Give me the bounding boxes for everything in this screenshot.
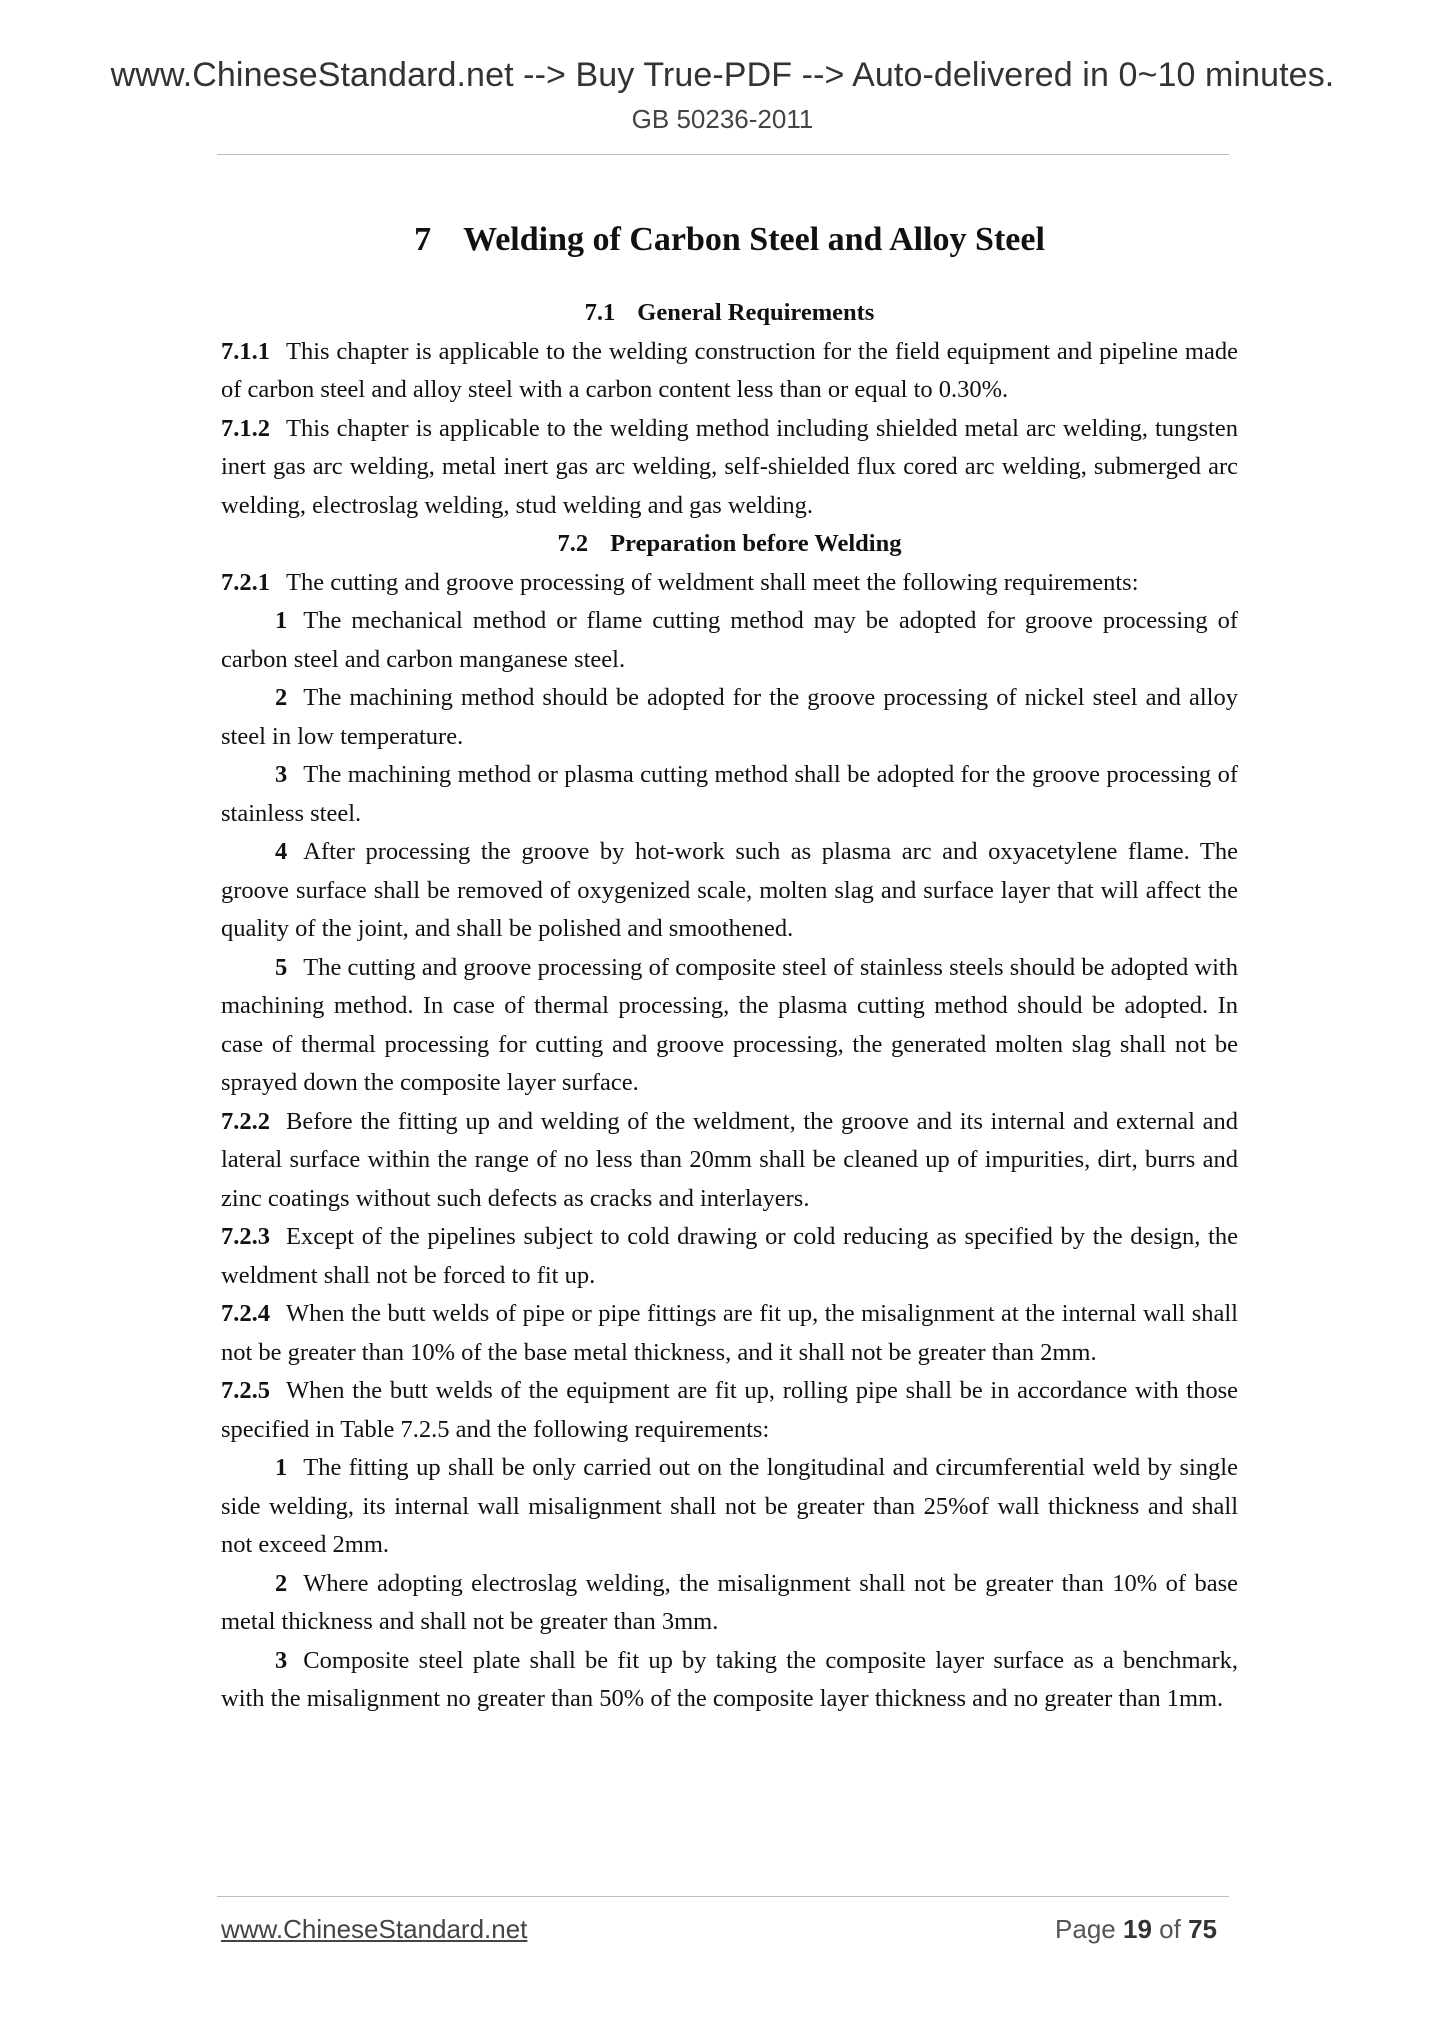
header-divider (217, 154, 1229, 155)
footer-divider (217, 1896, 1229, 1897)
item-text: The fitting up shall be only carried out on the longitudinal and circumferential weld by single side welding, its internal wall misalignment shall not be greater than 25%of wall thickness and shall not exceed 2mm. (221, 1454, 1238, 1558)
list-item (221, 1565, 1238, 1642)
item-number: 1 (275, 1454, 288, 1481)
section-heading-7-2 (221, 525, 1238, 564)
header-standard-number: GB 50236-2011 (631, 104, 814, 134)
item-text: The mechanical method or flame cutting method may be adopted for groove processing of carbon steel and carbon manganese steel. (221, 607, 1238, 673)
clause-7-2-5 (221, 1372, 1238, 1449)
clause-7-1-1 (221, 333, 1238, 410)
page-total: 75 (1188, 1914, 1217, 1944)
section-number: 7.1 (584, 299, 616, 326)
page-body (221, 216, 1238, 1719)
list-item (221, 679, 1238, 756)
item-text: The cutting and groove processing of composite steel of stainless steels should be adopted with machining method. In case of thermal processing, the plasma cutting method should be adopted. In case of thermal processing for cutting and groove processing, the generated molten slag shall not be sprayed down the composite layer surface. (221, 953, 1238, 1096)
item-text: Composite steel plate shall be fit up by taking the composite layer surface as a benchmark, with the misalignment no greater than 50% of the composite layer thickness and no greater than 1mm. (221, 1646, 1238, 1712)
clause-7-2-3 (221, 1218, 1238, 1295)
clause-7-1-2 (221, 410, 1238, 526)
item-number: 5 (275, 953, 288, 981)
footer-site-link[interactable]: www.ChineseStandard.net (221, 1914, 528, 1944)
chapter-number: 7 (414, 221, 432, 258)
clause-number: 7.2.2 (221, 1107, 270, 1135)
clause-text: When the butt welds of the equipment are fit up, rolling pipe shall be in accordance with those specified in Table 7.2.5 and the following requirements: (221, 1377, 1238, 1443)
item-text: Where adopting electroslag welding, the misalignment shall not be greater than 10% of base metal thickness and shall not be greater than 3mm. (221, 1569, 1238, 1635)
item-text: After processing the groove by hot-work such as plasma arc and oxyacetylene flame. The groove surface shall be removed of oxygenized scale, molten slag and surface layer that will affect the quality of the joint, and shall be polished and smoothened. (221, 838, 1238, 942)
page-of: of (1159, 1914, 1181, 1944)
clause-number: 7.2.3 (221, 1223, 270, 1250)
clause-7-2-2 (221, 1103, 1238, 1219)
item-number: 1 (275, 607, 288, 634)
section-title: Preparation before Welding (610, 530, 902, 557)
header-banner[interactable]: www.ChineseStandard.net --> Buy True-PDF --> Auto-delivered in 0~10 minutes. (110, 56, 1335, 94)
clause-number: 7.2.4 (221, 1300, 270, 1327)
page-indicator (1055, 1914, 1217, 1945)
clause-7-2-4 (221, 1295, 1238, 1372)
section-number: 7.2 (557, 530, 589, 557)
item-number: 3 (275, 761, 288, 788)
list-item (221, 756, 1238, 833)
section-heading-7-1 (221, 294, 1238, 333)
list-item (221, 602, 1238, 679)
item-number: 3 (275, 1646, 288, 1674)
clause-number: 7.1.1 (221, 337, 270, 365)
list-item (221, 1642, 1238, 1719)
clause-number: 7.1.2 (221, 414, 270, 442)
item-number: 2 (275, 1569, 288, 1597)
list-item (221, 949, 1238, 1103)
list-item (221, 1449, 1238, 1565)
clause-text: This chapter is applicable to the welding construction for the field equipment and pipeline made of carbon steel and alloy steel with a carbon content less than or equal to 0.30%. (221, 337, 1238, 403)
item-number: 2 (275, 684, 288, 711)
clause-text: Except of the pipelines subject to cold drawing or cold reducing as specified by the design, the weldment shall not be forced to fit up. (221, 1223, 1238, 1289)
clause-number: 7.2.5 (221, 1377, 270, 1404)
clause-text: The cutting and groove processing of weldment shall meet the following requirements: (286, 568, 1139, 596)
clause-number: 7.2.1 (221, 568, 270, 596)
clause-text: When the butt welds of pipe or pipe fittings are fit up, the misalignment at the internal wall shall not be greater than 10% of the base metal thickness, and it shall not be greater than 2mm. (221, 1300, 1238, 1366)
clause-text: Before the fitting up and welding of the weldment, the groove and its internal and external and lateral surface within the range of no less than 20mm shall be cleaned up of impurities, dirt, burrs and zinc coatings without such defects as cracks and interlayers. (221, 1107, 1238, 1212)
section-title: General Requirements (637, 299, 875, 326)
clause-text: This chapter is applicable to the welding method including shielded metal arc welding, tungsten inert gas arc welding, metal inert gas arc welding, self-shielded flux cored arc welding, submerged arc welding, electroslag welding, stud welding and gas welding. (221, 414, 1238, 519)
list-item (221, 833, 1238, 949)
item-number: 4 (275, 838, 288, 865)
chapter-title: Welding of Carbon Steel and Alloy Steel (463, 221, 1045, 258)
item-text: The machining method should be adopted for the groove processing of nickel steel and alloy steel in low temperature. (221, 684, 1238, 750)
chapter-heading (221, 216, 1238, 264)
item-text: The machining method or plasma cutting method shall be adopted for the groove processing of stainless steel. (221, 761, 1238, 827)
page-current: 19 (1123, 1914, 1152, 1944)
clause-7-2-1 (221, 564, 1238, 603)
page-word: Page (1055, 1914, 1116, 1944)
